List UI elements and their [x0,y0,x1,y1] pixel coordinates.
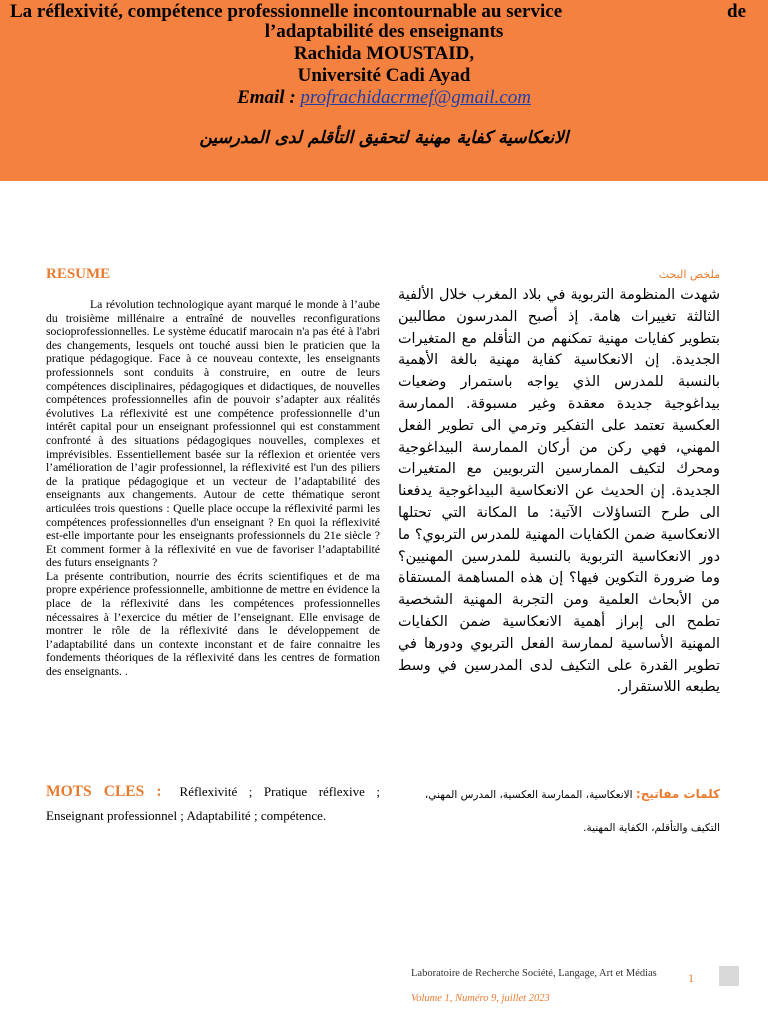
title-line-2: l’adaptabilité des enseignants [264,21,504,42]
arabic-keywords-line-1: الانعكاسية، الممارسة العكسية، المدرس المهني، [424,789,633,801]
keywords-heading: MOTS CLES : [46,783,162,800]
footer-volume: Volume 1, Numéro 9, juillet 2023 [411,993,550,1004]
arabic-title: الانعكاسية كفاية مهنية لتحقيق التأقلم لدى المدرسين [199,128,569,148]
title-text-1: La réflexivité, compétence professionnelle incontournable au service [10,1,563,22]
arabic-keywords-line-2: التكيف والتأقلم، الكفاية المهنية. [583,822,720,834]
email-line [0,87,768,109]
header-band [0,0,768,181]
affiliation: Université Cadi Ayad [297,65,471,86]
arabic-abstract-heading: ملخص البحث [658,268,720,281]
email-label: Email : [237,87,301,108]
page-marker-box [719,966,739,986]
keywords-block [46,780,380,828]
title-text-1-end: de [727,1,746,22]
resume-heading: RESUME [46,266,111,282]
arabic-keywords [398,784,720,805]
keywords-text: Réflexivité ; Pratique réflexive ; Enseignant professionnel ; Adaptabilité ; compétence. [46,784,380,823]
title-line-1 [10,2,750,22]
author-name: Rachida MOUSTAID, [293,43,475,64]
arabic-keywords-heading: كلمات مفاتيح: [635,787,720,801]
resume-paragraph-2: La présente contribution, nourrie des écrits scientifiques et de ma propre expérience professionnelle, ambitionne de mettre en évidence la place de la réflexivité dans les compétences professionnelles nécessaires à l’exercice du métier de l’enseignant. Elle envisage de montrer le rôle de la réflexivité dans le développement de l’adaptabilité dans un contexte inconstant et de faire connaitre les fondements théoriques de la réflexivité dans les centres de formation des enseignants. . [46,569,380,679]
page-number: 1 [688,971,694,985]
arabic-abstract-body: شهدت المنظومة التربوية في بلاد المغرب خلال الألفية الثالثة تغييرات هامة. إذ أصبح المدرسون مطالبين بتطوير كفايات مهنية تمكنهم من التأقلم مع المتغيرات الجديدة. إن الانعكاسية كفاية مهنية بالغة الأهمية بالنسبة للمدرس الذي يواجه باستمرار وضعيات بيداغوجية جديدة معقدة وغير مسبوقة. الممارسة العكسية تعتمد على التفكير وترمي الى تطوير الفعل المهني، فهي ركن من أركان الممارسة البيداغوجية ومحرك لتكيف الممارسين التربويين مع المتغيرات الجديدة. إن الحديث عن الانعكاسية البيداغوجية يدفعنا الى طرح التساؤلات الآتية: ما المكانة التي تحتلها الانعكاسية ضمن الكفايات المهنية للمدرس التربوي؟ ما دور الانعكاسية التربوية بالنسبة للمدرسين المهنيين؟ وما ضرورة التكوين فيها؟ إن هذه المساهمة المستقاة من الأبحاث العلمية ومن التجربة المهنية الشخصية تطمح الى إبراز أهمية الانعكاسية ضمن الكفايات المهنية الأساسية لممارسة الفعل التربوي ودورها في تطوير القدرة على التكيف لدى المدرسين في وسط يطبعه اللاستقرار. [398,287,720,696]
email-link[interactable]: profrachidacrmef@gmail.com [300,87,531,108]
resume-paragraph-1: La révolution technologique ayant marqué le monde à l’aube du troisième millénaire a entraîné de nouvelles reconfigurations socioprofessionnelles. Le système éducatif marocain n'a pas été à l'abri des changements, lesquels ont touché aussi bien le praticien que la pratique pédagogique. Face à ce nouveau contexte, les enseignants professionnels sont conduits à construire, en outre de leurs compétences disciplinaires, pédagogiques et didactiques, de nouvelles compétences professionnelles afin de pouvoir s’adapter aux réalités évolutives La réflexivité est une compétence professionnelle d’un intérêt capital pour un enseignant professionnel qui est constamment confronté à des situations pédagogiques nouvelles, complexes et imprévisibles. Essentiellement basée sur la réflexion et orientée vers l’amélioration de l’agir professionnel, la réflexivité est l'un des piliers de la pratique pédagogique et un vecteur de l’adaptabilité des enseignants aux changements. Autour de cette thématique seront articulées trois questions : Quelle place occupe la réflexivité parmi les compétences professionnelles d'un enseignant ? En quoi la réflexivité est-elle importante pour les enseignants professionnels du 21e siècle ? Et comment former à la réflexivité en vue de favoriser l’adaptabilité des futurs enseignants ? [46,298,380,570]
resume-body [46,298,380,679]
footer-lab: Laboratoire de Recherche Société, Langage, Art et Médias [411,968,657,979]
